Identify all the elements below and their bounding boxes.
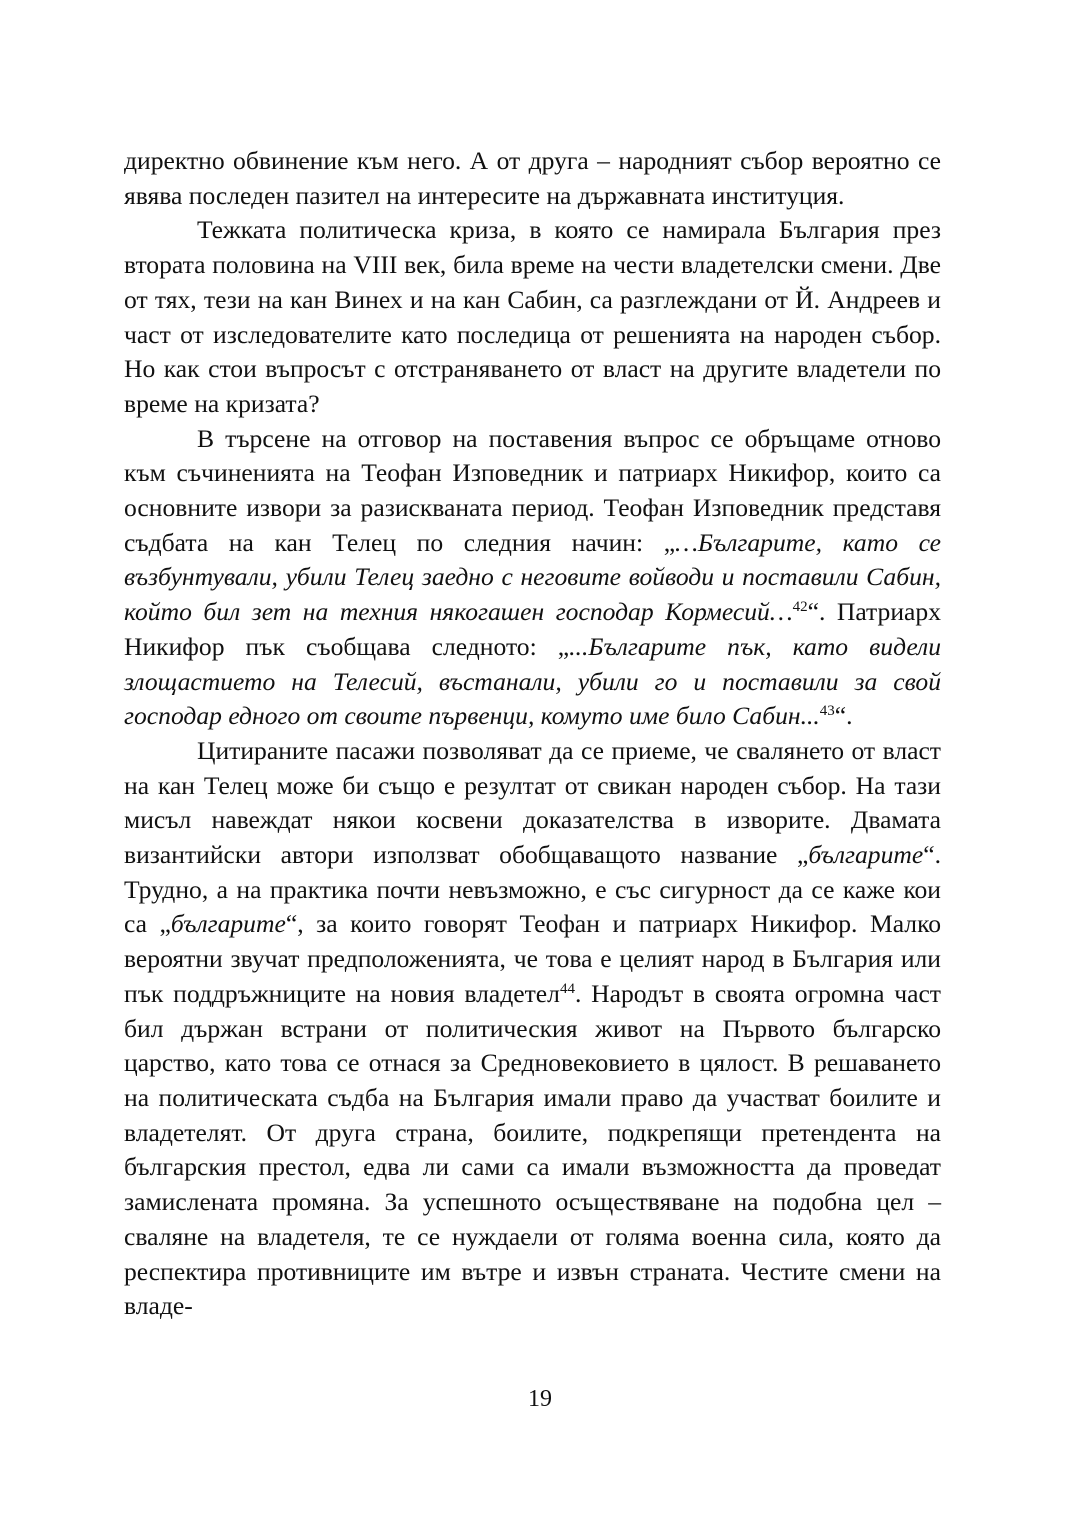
paragraph-text: . Народът в своята огромна част бил държан встрани от политическия живот на Първото българско царство, като това се отнася за Средновековието в цялост. В решаването на политическата съдба на България имали право да участват боилите и владетелят. От друга страна, боилите, подкрепящи претендента на българския престол, едва ли сами са имали възможността да проведат замислената промяна. За успешното осъществяване на подобна цел – сваляне на владетеля, те се нуждаели от голяма военна сила, която да респектира противниците им вътре и извън страната. Честите смени на владе- xyxy=(124,978,941,1321)
quotation-text: …Българите, като се възбунтували, убили Телец заедно с неговите войводи и поставили Сабин, който бил зет на техния някогашен господар Кормесий… xyxy=(124,527,941,627)
paragraph-text: “. xyxy=(834,701,853,731)
paragraph xyxy=(124,213,941,421)
paragraph-text: Цитираните пасажи позволяват да се приеме, че свалянето от власт на кан Телец може би също е резултат от свикан народен събор. На тази мисъл навеждат някои косвени доказателства в изворите. Двамата византийски автори използват обобщаващото название „ xyxy=(124,735,941,870)
page-number: 19 xyxy=(528,1386,552,1412)
footnote-ref: 43 xyxy=(819,703,835,720)
paragraph xyxy=(124,422,941,734)
quotation-text: българите xyxy=(170,909,286,939)
footnote-ref: 44 xyxy=(559,980,575,997)
quotation-text: ...Българите пък, като видели злощастието на Телесий, въстанали, убили го и поставили за свой господар едного от своите първенци, комуто име било Сабин... xyxy=(124,631,942,731)
quotation-text: българите xyxy=(808,840,924,870)
footnote-ref: 42 xyxy=(792,599,808,616)
paragraph-text: “. Патриарх Никифор пък съобщава следното: „ xyxy=(124,597,941,661)
body-text xyxy=(124,144,941,1324)
paragraph-text: “, за които говорят Теофан и патриарх Никифор. Малко вероятни звучат предположенията, че това е целият народ в България или пък поддръжниците на новия владетел xyxy=(124,909,941,1008)
paragraph-text: директно обвинение към него. А от друга – народният събор вероятно се явява последен пазител на интересите на държавната институция. xyxy=(124,146,941,210)
paragraph xyxy=(124,144,941,213)
paragraph-text: В търсене на отговор на поставения въпрос се обръщаме отново към съчиненията на Теофан Изповедник и патриарх Никифор, които са основните извори за разискваната период. Теофан Изповедник представя съдбата на кан Телец по следния начин: „ xyxy=(124,423,941,557)
paragraph-text: “. Трудно, а на практика почти невъзможно, е със сигурност да се каже кои са „ xyxy=(124,840,941,939)
paragraph xyxy=(124,734,941,1324)
paragraph-text: Тежката политическа криза, в която се намирала България през втората половина на VIII век, била време на чести владетелски смени. Две от тях, тези на кан Винех и на кан Сабин, са разглеждани от Й. Андреев и част от изследователите като последица от решенията на народен събор. Но как стои въпросът с отстраняването от власт на другите владетели по време на кризата? xyxy=(124,215,941,418)
